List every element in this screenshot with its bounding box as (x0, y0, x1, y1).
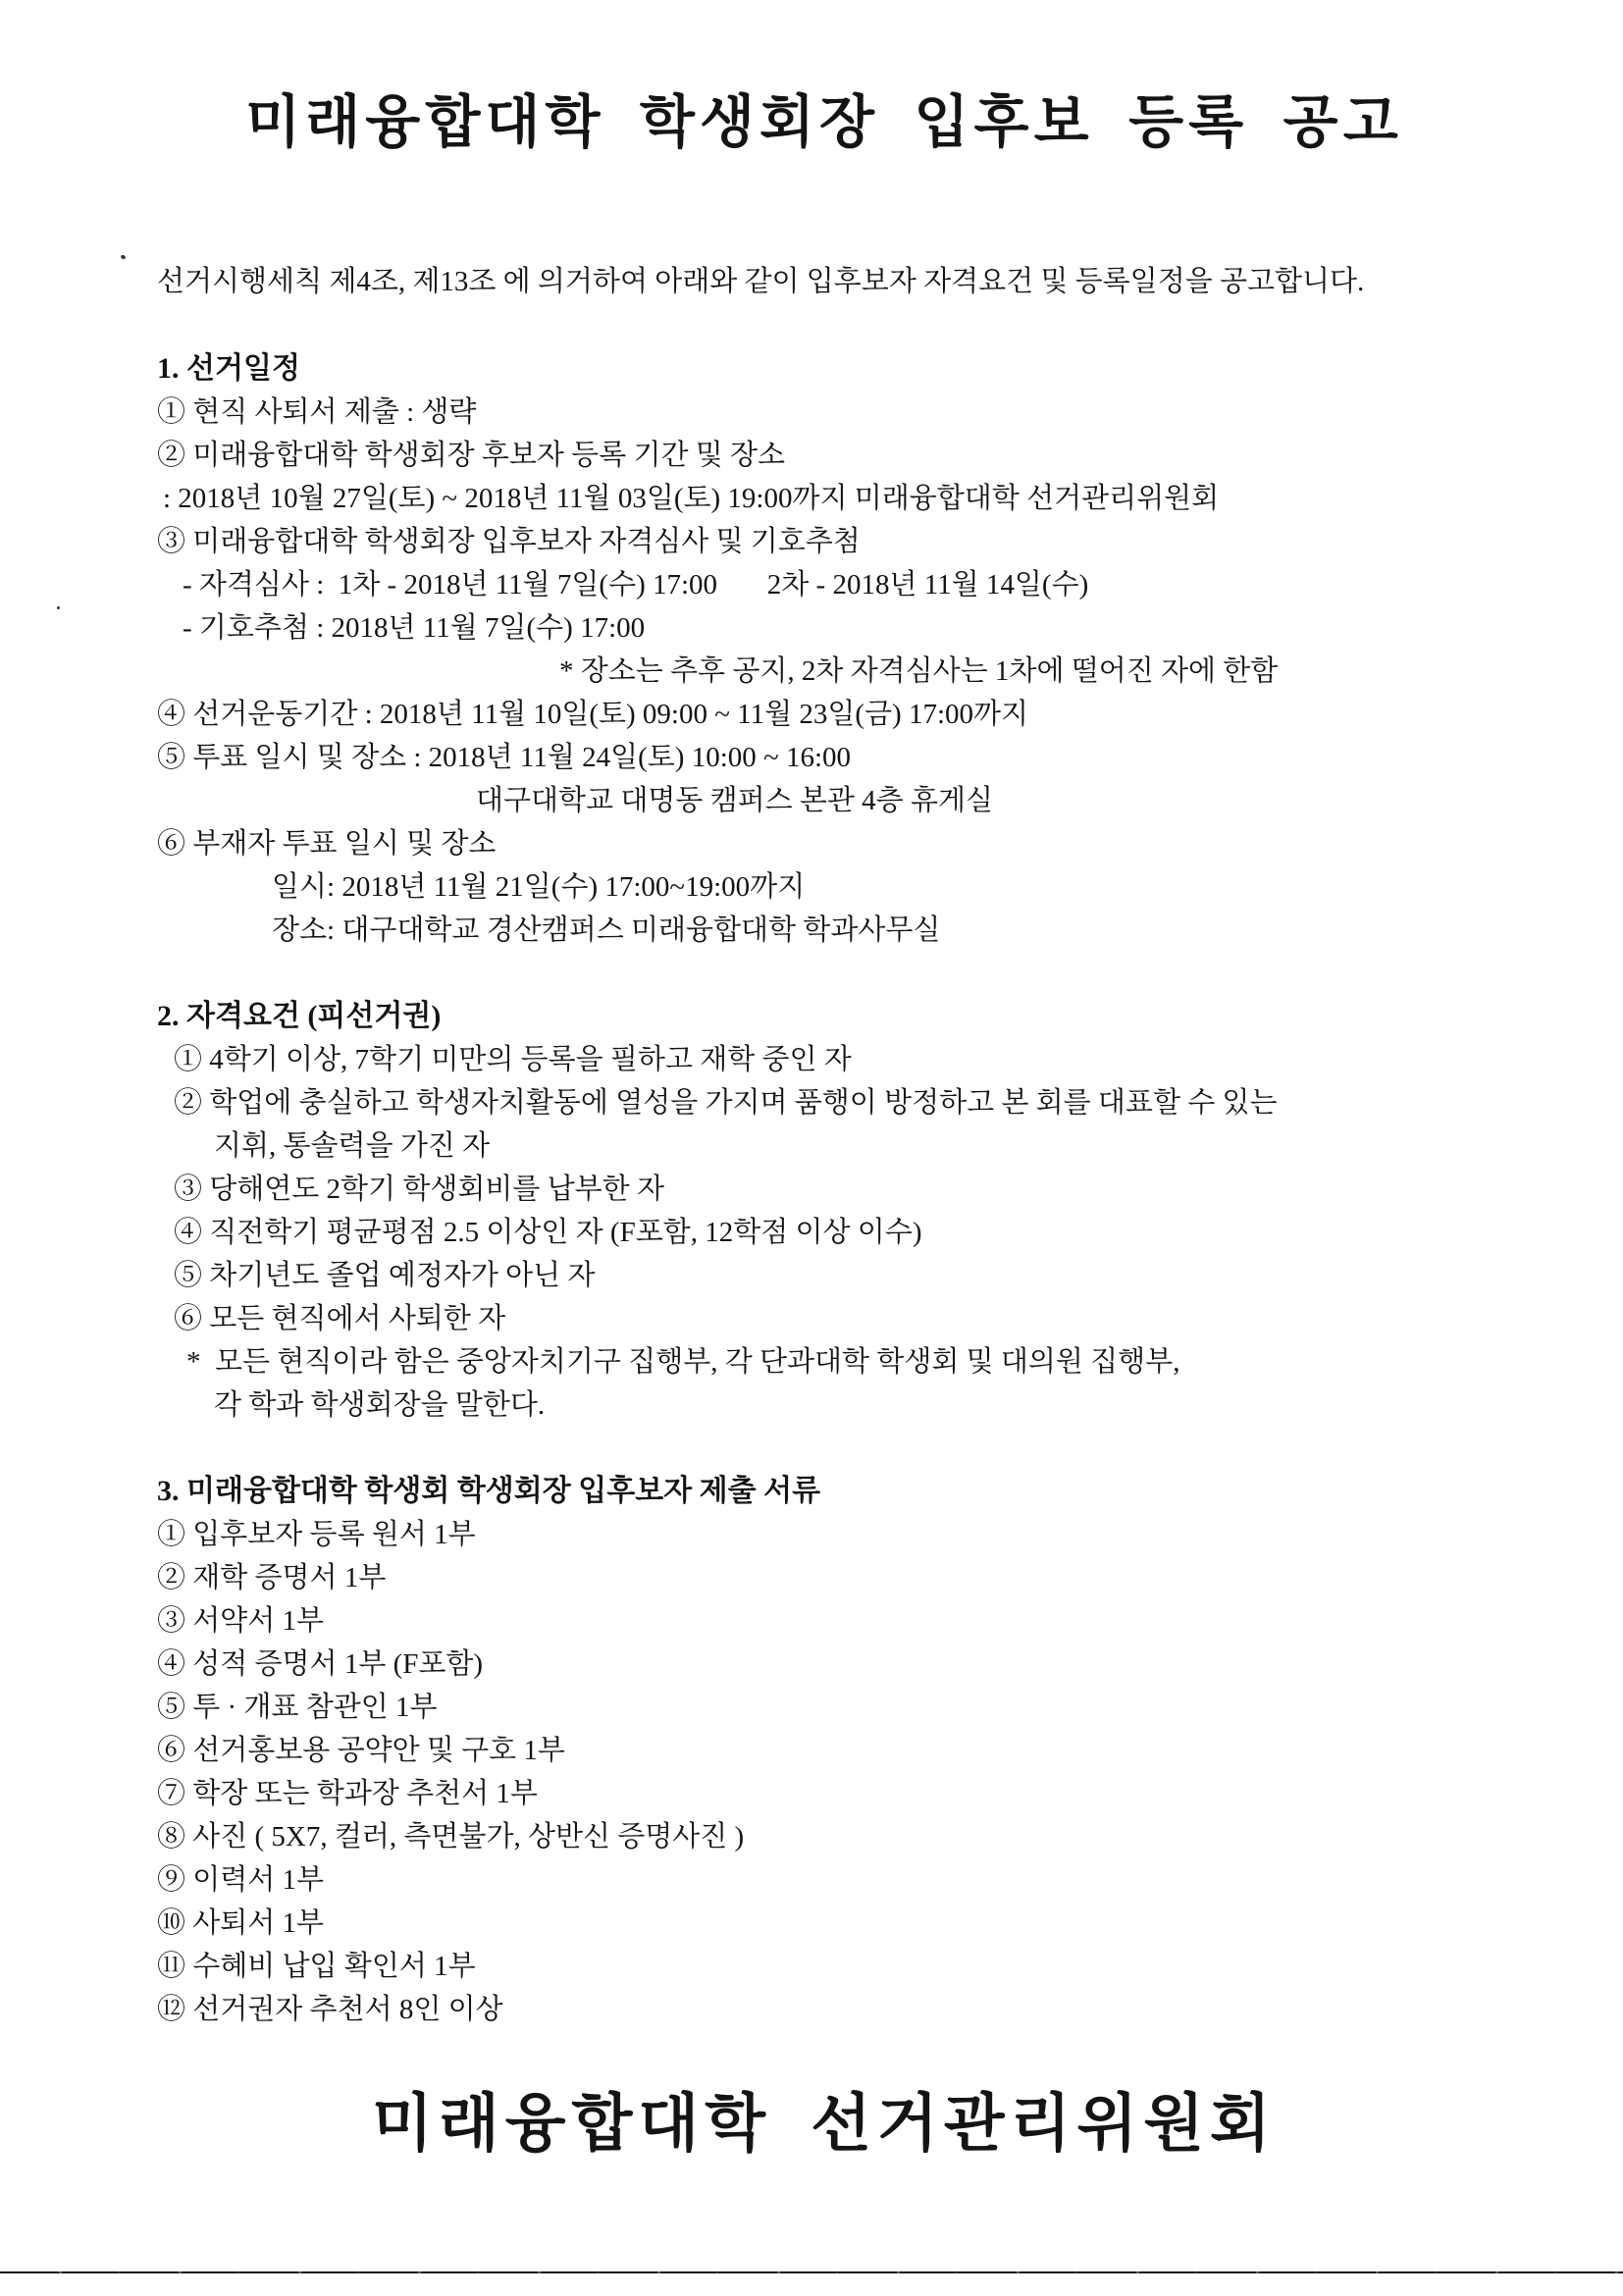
schedule-item-1: ① 현직 사퇴서 제출 : 생략 (157, 396, 477, 428)
qualification-note-cont: 각 학과 학생회장을 말한다. (214, 1389, 546, 1421)
qualification-note: * 모든 현직이라 함은 중앙자치기구 집행부, 각 단과대학 학생회 및 대의원 집행부, (186, 1346, 1180, 1378)
scan-speck (57, 606, 60, 609)
schedule-item-2: ② 미래융합대학 학생회장 후보자 등록 기간 및 장소 (157, 440, 786, 471)
schedule-item-5: ⑤ 투표 일시 및 장소 : 2018년 11월 24일(토) 10:00 ~ 16:00 (157, 742, 852, 773)
qualification-item-1: ① 4학기 이상, 7학기 미만의 등록을 필하고 재학 중인 자 (174, 1044, 852, 1075)
absentee-voting-place: 장소: 대구대학교 경산캠퍼스 미래융합대학 학과사무실 (272, 914, 941, 946)
number-draw-date: - 기호추첨 : 2018년 11월 7일(수) 17:00 (183, 612, 646, 644)
section-2-heading: 2. 자격요건 (피선거권) (157, 1000, 442, 1032)
intro-paragraph: 선거시행세칙 제4조, 제13조 에 의거하여 아래와 같이 입후보자 자격요건 및 등록일정을 공고합니다. (157, 266, 1365, 297)
section-1-heading: 1. 선거일정 (157, 352, 300, 385)
voting-place: 대구대학교 대명동 캠퍼스 본관 4층 휴게실 (476, 785, 993, 816)
document-item-9: ⑨ 이력서 1부 (157, 1864, 325, 1896)
section-3-heading: 3. 미래융합대학 학생회 학생회장 입후보자 제출 서류 (157, 1475, 821, 1507)
document-item-8: ⑧ 사진 ( 5X7, 컬러, 측면불가, 상반신 증명사진 ) (157, 1821, 745, 1852)
qualification-item-4: ④ 직전학기 평균평점 2.5 이상인 자 (F포함, 12학점 이상 이수) (174, 1217, 922, 1248)
document-item-1: ① 입후보자 등록 원서 1부 (157, 1519, 476, 1550)
issuer-signature: 미래융합대학 선거관리위원회 (372, 2089, 1277, 2159)
document-item-3: ③ 서약서 1부 (157, 1605, 325, 1637)
qualification-item-6: ⑥ 모든 현직에서 사퇴한 자 (174, 1303, 506, 1334)
qualification-item-3: ③ 당해연도 2학기 학생회비를 납부한 자 (174, 1174, 664, 1205)
screening-dates: - 자격심사 : 1차 - 2018년 11월 7일(수) 17:00 2차 - 2018년 11월 14일(수) (183, 569, 1089, 600)
document-item-12: ⑫ 선거권자 추천서 8인 이상 (157, 1994, 503, 2025)
document-item-6: ⑥ 선거홍보용 공약안 및 구호 1부 (157, 1735, 565, 1766)
document-item-4: ④ 성적 증명서 1부 (F포함) (157, 1648, 484, 1680)
scan-speck (120, 254, 126, 260)
schedule-item-3: ③ 미래융합대학 학생회장 입후보자 자격심사 및 기호추첨 (157, 526, 861, 557)
document-content (157, 0, 1492, 2168)
document-item-11: ⑪ 수혜비 납입 확인서 1부 (157, 1951, 476, 1982)
document-item-10: ⑩ 사퇴서 1부 (157, 1907, 325, 1939)
document-item-2: ② 재학 증명서 1부 (157, 1562, 387, 1593)
document-title: 미래융합대학 학생회장 입후보 등록 공고 (245, 90, 1403, 154)
qualification-item-5: ⑤ 차기년도 졸업 예정자가 아닌 자 (174, 1260, 596, 1291)
screening-note: * 장소는 추후 공지, 2차 자격심사는 1차에 떨어진 자에 한함 (559, 655, 1279, 687)
document-item-7: ⑦ 학장 또는 학과장 추천서 1부 (157, 1778, 538, 1809)
schedule-item-2-detail: : 2018년 10월 27일(토) ~ 2018년 11월 03일(토) 19:00까지 미래융합대학 선거관리위원회 (163, 483, 1220, 514)
scan-edge-line (0, 2271, 1623, 2273)
schedule-item-6: ⑥ 부재자 투표 일시 및 장소 (157, 828, 497, 860)
qualification-item-2-cont: 지휘, 통솔력을 가진 자 (214, 1130, 491, 1162)
absentee-voting-datetime: 일시: 2018년 11월 21일(수) 17:00~19:00까지 (272, 871, 806, 903)
qualification-item-2: ② 학업에 충실하고 학생자치활동에 열성을 가지며 품행이 방정하고 본 회를 대표할 수 있는 (174, 1087, 1278, 1119)
schedule-item-4: ④ 선거운동기간 : 2018년 11월 10일(토) 09:00 ~ 11월 23일(금) 17:00까지 (157, 699, 1029, 730)
document-item-5: ⑤ 투 · 개표 참관인 1부 (157, 1692, 438, 1723)
